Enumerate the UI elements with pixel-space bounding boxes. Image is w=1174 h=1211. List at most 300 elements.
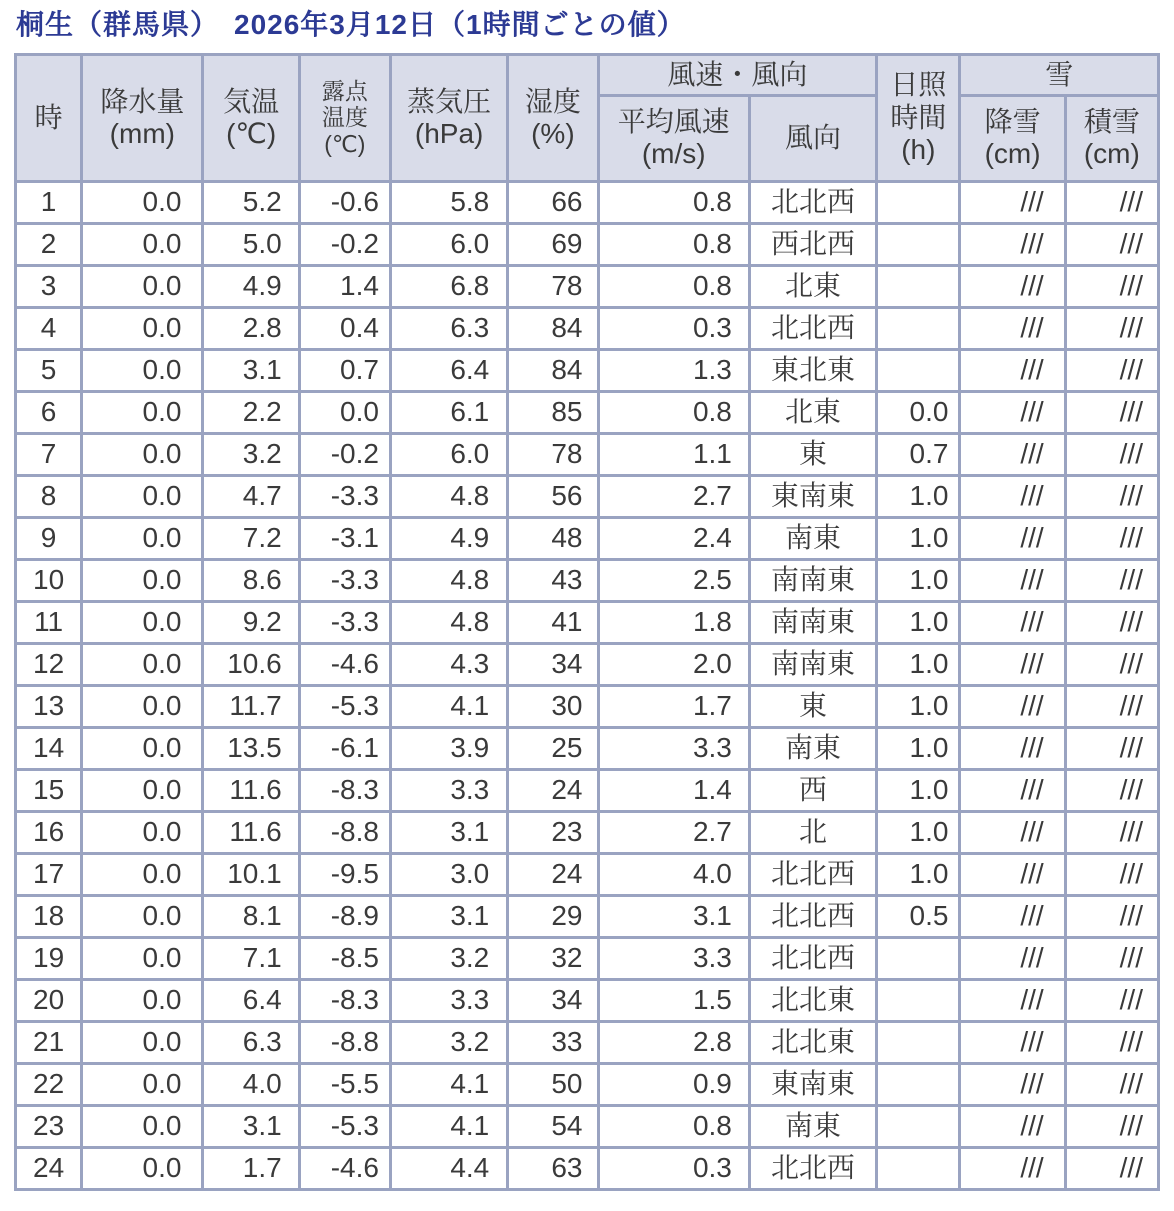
vapor-pressure-cell: 6.3 (390, 307, 507, 349)
snow-depth-cell: /// (1065, 643, 1158, 685)
wind-speed-cell: 1.7 (598, 685, 749, 727)
humidity-cell: 69 (508, 223, 598, 265)
humidity-cell: 54 (508, 1105, 598, 1147)
snow-depth-cell: /// (1065, 475, 1158, 517)
dew-point-cell: -3.3 (299, 475, 390, 517)
precipitation-cell: 0.0 (82, 1147, 203, 1189)
snow-depth-cell: /// (1065, 265, 1158, 307)
table-row (16, 475, 1159, 517)
col-header-sunshine: 日照 時間 (h) (877, 54, 960, 181)
vapor-pressure-cell: 6.4 (390, 349, 507, 391)
wind-speed-cell: 2.5 (598, 559, 749, 601)
snowfall-cell: /// (960, 979, 1065, 1021)
wind-direction-cell: 西北西 (749, 223, 876, 265)
snowfall-cell: /// (960, 475, 1065, 517)
col-header-wind-direction: 風向 (749, 95, 876, 181)
wind-speed-cell: 0.8 (598, 181, 749, 223)
dew-point-cell: 0.4 (299, 307, 390, 349)
col-header-wind-speed: 平均風速 (m/s) (598, 95, 749, 181)
wind-speed-cell: 1.5 (598, 979, 749, 1021)
sunshine-cell: 1.0 (877, 517, 960, 559)
col-header-snow-depth: 積雪 (cm) (1065, 95, 1158, 181)
precipitation-cell: 0.0 (82, 811, 203, 853)
snow-depth-cell: /// (1065, 685, 1158, 727)
temperature-cell: 3.1 (203, 1105, 299, 1147)
precipitation-cell: 0.0 (82, 181, 203, 223)
sunshine-cell: 0.5 (877, 895, 960, 937)
wind-direction-cell: 北北西 (749, 181, 876, 223)
snowfall-cell: /// (960, 433, 1065, 475)
humidity-cell: 34 (508, 979, 598, 1021)
snowfall-cell: /// (960, 349, 1065, 391)
precipitation-cell: 0.0 (82, 895, 203, 937)
snow-depth-cell: /// (1065, 769, 1158, 811)
snowfall-cell: /// (960, 643, 1065, 685)
wind-direction-cell: 北北東 (749, 1021, 876, 1063)
dew-point-cell: -8.9 (299, 895, 390, 937)
snowfall-cell: /// (960, 1063, 1065, 1105)
wind-speed-cell: 2.7 (598, 475, 749, 517)
dew-point-cell: -6.1 (299, 727, 390, 769)
table-row (16, 391, 1159, 433)
hour-cell: 20 (16, 979, 82, 1021)
sunshine-cell: 1.0 (877, 601, 960, 643)
temperature-cell: 11.6 (203, 811, 299, 853)
sunshine-cell (877, 307, 960, 349)
sunshine-cell: 1.0 (877, 769, 960, 811)
temperature-cell: 3.2 (203, 433, 299, 475)
temperature-cell: 10.1 (203, 853, 299, 895)
sunshine-cell (877, 1021, 960, 1063)
wind-direction-cell: 南東 (749, 517, 876, 559)
wind-speed-cell: 3.1 (598, 895, 749, 937)
snow-depth-cell: /// (1065, 1105, 1158, 1147)
humidity-cell: 78 (508, 433, 598, 475)
precipitation-cell: 0.0 (82, 307, 203, 349)
col-header-hour: 時 (16, 54, 82, 181)
humidity-cell: 50 (508, 1063, 598, 1105)
snowfall-cell: /// (960, 1105, 1065, 1147)
hour-cell: 15 (16, 769, 82, 811)
temperature-cell: 2.8 (203, 307, 299, 349)
sunshine-cell: 1.0 (877, 685, 960, 727)
temperature-cell: 4.9 (203, 265, 299, 307)
dew-point-cell: -3.1 (299, 517, 390, 559)
table-body (16, 181, 1159, 1189)
temperature-cell: 4.0 (203, 1063, 299, 1105)
hour-cell: 4 (16, 307, 82, 349)
snow-depth-cell: /// (1065, 727, 1158, 769)
wind-speed-cell: 2.8 (598, 1021, 749, 1063)
page-title: 桐生（群馬県） 2026年3月12日（1時間ごとの値） (16, 9, 686, 40)
table-row (16, 853, 1159, 895)
humidity-cell: 25 (508, 727, 598, 769)
humidity-cell: 32 (508, 937, 598, 979)
snowfall-cell: /// (960, 223, 1065, 265)
hour-cell: 5 (16, 349, 82, 391)
snow-depth-cell: /// (1065, 223, 1158, 265)
sunshine-cell: 1.0 (877, 559, 960, 601)
wind-direction-cell: 西 (749, 769, 876, 811)
hour-cell: 21 (16, 1021, 82, 1063)
precipitation-cell: 0.0 (82, 349, 203, 391)
precipitation-cell: 0.0 (82, 1105, 203, 1147)
snowfall-cell: /// (960, 853, 1065, 895)
wind-speed-cell: 0.8 (598, 1105, 749, 1147)
wind-direction-cell: 北北西 (749, 937, 876, 979)
precipitation-cell: 0.0 (82, 265, 203, 307)
snow-depth-cell: /// (1065, 811, 1158, 853)
table-row (16, 265, 1159, 307)
wind-direction-cell: 北東 (749, 265, 876, 307)
snow-depth-cell: /// (1065, 433, 1158, 475)
humidity-cell: 23 (508, 811, 598, 853)
table-row (16, 433, 1159, 475)
hourly-weather-table (14, 53, 1160, 1191)
table-row (16, 601, 1159, 643)
wind-direction-cell: 北北西 (749, 853, 876, 895)
sunshine-cell (877, 223, 960, 265)
precipitation-cell: 0.0 (82, 433, 203, 475)
wind-speed-cell: 2.0 (598, 643, 749, 685)
precipitation-cell: 0.0 (82, 391, 203, 433)
hour-cell: 16 (16, 811, 82, 853)
precipitation-cell: 0.0 (82, 1063, 203, 1105)
vapor-pressure-cell: 5.8 (390, 181, 507, 223)
wind-direction-cell: 北 (749, 811, 876, 853)
wind-speed-cell: 0.9 (598, 1063, 749, 1105)
snowfall-cell: /// (960, 769, 1065, 811)
dew-point-cell: -8.5 (299, 937, 390, 979)
vapor-pressure-cell: 3.1 (390, 895, 507, 937)
dew-point-cell: -8.8 (299, 1021, 390, 1063)
vapor-pressure-cell: 3.3 (390, 979, 507, 1021)
wind-direction-cell: 東 (749, 433, 876, 475)
temperature-cell: 11.7 (203, 685, 299, 727)
sunshine-cell: 1.0 (877, 643, 960, 685)
humidity-cell: 41 (508, 601, 598, 643)
dew-point-cell: -0.2 (299, 433, 390, 475)
snow-depth-cell: /// (1065, 895, 1158, 937)
precipitation-cell: 0.0 (82, 727, 203, 769)
hour-cell: 12 (16, 643, 82, 685)
hour-cell: 2 (16, 223, 82, 265)
col-header-dew-point: 露点 温度 (℃) (299, 54, 390, 181)
precipitation-cell: 0.0 (82, 979, 203, 1021)
wind-direction-cell: 南南東 (749, 601, 876, 643)
sunshine-cell: 0.7 (877, 433, 960, 475)
col-header-snowfall: 降雪 (cm) (960, 95, 1065, 181)
humidity-cell: 63 (508, 1147, 598, 1189)
precipitation-cell: 0.0 (82, 853, 203, 895)
sunshine-cell (877, 937, 960, 979)
snowfall-cell: /// (960, 517, 1065, 559)
snow-depth-cell: /// (1065, 517, 1158, 559)
temperature-cell: 10.6 (203, 643, 299, 685)
temperature-cell: 4.7 (203, 475, 299, 517)
precipitation-cell: 0.0 (82, 559, 203, 601)
table-header (16, 54, 1159, 181)
vapor-pressure-cell: 4.8 (390, 559, 507, 601)
snow-depth-cell: /// (1065, 1063, 1158, 1105)
snow-depth-cell: /// (1065, 1147, 1158, 1189)
sunshine-cell (877, 265, 960, 307)
temperature-cell: 1.7 (203, 1147, 299, 1189)
vapor-pressure-cell: 4.1 (390, 1063, 507, 1105)
temperature-cell: 9.2 (203, 601, 299, 643)
wind-speed-cell: 1.3 (598, 349, 749, 391)
humidity-cell: 78 (508, 265, 598, 307)
snowfall-cell: /// (960, 391, 1065, 433)
vapor-pressure-cell: 3.2 (390, 937, 507, 979)
precipitation-cell: 0.0 (82, 685, 203, 727)
temperature-cell: 8.1 (203, 895, 299, 937)
wind-direction-cell: 北北西 (749, 1147, 876, 1189)
wind-speed-cell: 0.8 (598, 223, 749, 265)
sunshine-cell: 1.0 (877, 811, 960, 853)
wind-speed-cell: 0.8 (598, 391, 749, 433)
sunshine-cell: 1.0 (877, 727, 960, 769)
sunshine-cell (877, 1147, 960, 1189)
sunshine-cell (877, 181, 960, 223)
snowfall-cell: /// (960, 685, 1065, 727)
wind-direction-cell: 北北西 (749, 895, 876, 937)
hour-cell: 11 (16, 601, 82, 643)
snow-depth-cell: /// (1065, 349, 1158, 391)
snowfall-cell: /// (960, 307, 1065, 349)
table-row (16, 1105, 1159, 1147)
table-row (16, 1063, 1159, 1105)
precipitation-cell: 0.0 (82, 517, 203, 559)
hour-cell: 23 (16, 1105, 82, 1147)
wind-speed-cell: 1.8 (598, 601, 749, 643)
hour-cell: 18 (16, 895, 82, 937)
sunshine-cell (877, 1063, 960, 1105)
temperature-cell: 6.3 (203, 1021, 299, 1063)
wind-direction-cell: 北北西 (749, 307, 876, 349)
hour-cell: 10 (16, 559, 82, 601)
temperature-cell: 13.5 (203, 727, 299, 769)
wind-speed-cell: 2.4 (598, 517, 749, 559)
humidity-cell: 24 (508, 853, 598, 895)
col-header-vapor-pressure: 蒸気圧 (hPa) (390, 54, 507, 181)
dew-point-cell: -4.6 (299, 1147, 390, 1189)
table-row (16, 223, 1159, 265)
sunshine-cell: 1.0 (877, 853, 960, 895)
hour-cell: 24 (16, 1147, 82, 1189)
table-row (16, 937, 1159, 979)
col-header-wind-group: 風速・風向 (598, 54, 877, 95)
temperature-cell: 7.1 (203, 937, 299, 979)
col-header-snow-group: 雪 (960, 54, 1159, 95)
vapor-pressure-cell: 4.9 (390, 517, 507, 559)
snow-depth-cell: /// (1065, 307, 1158, 349)
hour-cell: 8 (16, 475, 82, 517)
humidity-cell: 33 (508, 1021, 598, 1063)
wind-direction-cell: 北北東 (749, 979, 876, 1021)
wind-speed-cell: 2.7 (598, 811, 749, 853)
vapor-pressure-cell: 4.8 (390, 475, 507, 517)
dew-point-cell: 0.0 (299, 391, 390, 433)
precipitation-cell: 0.0 (82, 769, 203, 811)
hour-cell: 3 (16, 265, 82, 307)
temperature-cell: 6.4 (203, 979, 299, 1021)
table-row (16, 685, 1159, 727)
table-row (16, 1147, 1159, 1189)
snowfall-cell: /// (960, 265, 1065, 307)
sunshine-cell: 1.0 (877, 475, 960, 517)
precipitation-cell: 0.0 (82, 643, 203, 685)
table-row (16, 1021, 1159, 1063)
sunshine-cell: 0.0 (877, 391, 960, 433)
wind-speed-cell: 1.1 (598, 433, 749, 475)
temperature-cell: 8.6 (203, 559, 299, 601)
wind-direction-cell: 南南東 (749, 643, 876, 685)
precipitation-cell: 0.0 (82, 601, 203, 643)
hour-cell: 19 (16, 937, 82, 979)
table-row (16, 811, 1159, 853)
snow-depth-cell: /// (1065, 601, 1158, 643)
table-row (16, 979, 1159, 1021)
dew-point-cell: 0.7 (299, 349, 390, 391)
wind-direction-cell: 東北東 (749, 349, 876, 391)
humidity-cell: 84 (508, 349, 598, 391)
snow-depth-cell: /// (1065, 937, 1158, 979)
wind-speed-cell: 3.3 (598, 937, 749, 979)
humidity-cell: 29 (508, 895, 598, 937)
dew-point-cell: -5.3 (299, 685, 390, 727)
wind-direction-cell: 東南東 (749, 475, 876, 517)
precipitation-cell: 0.0 (82, 1021, 203, 1063)
snow-depth-cell: /// (1065, 1021, 1158, 1063)
hour-cell: 14 (16, 727, 82, 769)
sunshine-cell (877, 979, 960, 1021)
snowfall-cell: /// (960, 601, 1065, 643)
vapor-pressure-cell: 4.8 (390, 601, 507, 643)
snowfall-cell: /// (960, 727, 1065, 769)
vapor-pressure-cell: 3.0 (390, 853, 507, 895)
hour-cell: 13 (16, 685, 82, 727)
snowfall-cell: /// (960, 895, 1065, 937)
snow-depth-cell: /// (1065, 391, 1158, 433)
snowfall-cell: /// (960, 1021, 1065, 1063)
precipitation-cell: 0.0 (82, 475, 203, 517)
table-row (16, 181, 1159, 223)
snowfall-cell: /// (960, 1147, 1065, 1189)
vapor-pressure-cell: 4.3 (390, 643, 507, 685)
dew-point-cell: -3.3 (299, 559, 390, 601)
humidity-cell: 85 (508, 391, 598, 433)
dew-point-cell: -8.3 (299, 769, 390, 811)
table-row (16, 517, 1159, 559)
wind-speed-cell: 1.4 (598, 769, 749, 811)
table-row (16, 643, 1159, 685)
humidity-cell: 24 (508, 769, 598, 811)
wind-direction-cell: 南東 (749, 1105, 876, 1147)
wind-direction-cell: 南東 (749, 727, 876, 769)
dew-point-cell: -9.5 (299, 853, 390, 895)
wind-direction-cell: 南南東 (749, 559, 876, 601)
col-header-temperature: 気温 (℃) (203, 54, 299, 181)
wind-direction-cell: 東 (749, 685, 876, 727)
header-row-top (16, 54, 1159, 95)
humidity-cell: 56 (508, 475, 598, 517)
dew-point-cell: -4.6 (299, 643, 390, 685)
snow-depth-cell: /// (1065, 559, 1158, 601)
wind-speed-cell: 0.3 (598, 1147, 749, 1189)
precipitation-cell: 0.0 (82, 223, 203, 265)
vapor-pressure-cell: 4.1 (390, 1105, 507, 1147)
wind-direction-cell: 北東 (749, 391, 876, 433)
humidity-cell: 43 (508, 559, 598, 601)
sunshine-cell (877, 1105, 960, 1147)
table-row (16, 349, 1159, 391)
vapor-pressure-cell: 4.1 (390, 685, 507, 727)
temperature-cell: 11.6 (203, 769, 299, 811)
vapor-pressure-cell: 6.8 (390, 265, 507, 307)
hour-cell: 6 (16, 391, 82, 433)
vapor-pressure-cell: 3.1 (390, 811, 507, 853)
vapor-pressure-cell: 4.4 (390, 1147, 507, 1189)
dew-point-cell: -3.3 (299, 601, 390, 643)
humidity-cell: 34 (508, 643, 598, 685)
temperature-cell: 3.1 (203, 349, 299, 391)
dew-point-cell: -0.6 (299, 181, 390, 223)
table-row (16, 307, 1159, 349)
wind-speed-cell: 0.8 (598, 265, 749, 307)
table-row (16, 727, 1159, 769)
dew-point-cell: -5.5 (299, 1063, 390, 1105)
vapor-pressure-cell: 3.9 (390, 727, 507, 769)
dew-point-cell: -0.2 (299, 223, 390, 265)
humidity-cell: 84 (508, 307, 598, 349)
hour-cell: 22 (16, 1063, 82, 1105)
hour-cell: 1 (16, 181, 82, 223)
snowfall-cell: /// (960, 937, 1065, 979)
humidity-cell: 48 (508, 517, 598, 559)
dew-point-cell: -8.3 (299, 979, 390, 1021)
humidity-cell: 30 (508, 685, 598, 727)
col-header-humidity: 湿度 (%) (508, 54, 598, 181)
vapor-pressure-cell: 6.1 (390, 391, 507, 433)
wind-direction-cell: 東南東 (749, 1063, 876, 1105)
snowfall-cell: /// (960, 811, 1065, 853)
temperature-cell: 5.0 (203, 223, 299, 265)
hour-cell: 9 (16, 517, 82, 559)
table-row (16, 559, 1159, 601)
snowfall-cell: /// (960, 559, 1065, 601)
hour-cell: 17 (16, 853, 82, 895)
wind-speed-cell: 4.0 (598, 853, 749, 895)
vapor-pressure-cell: 6.0 (390, 433, 507, 475)
col-header-precipitation: 降水量 (mm) (82, 54, 203, 181)
snow-depth-cell: /// (1065, 181, 1158, 223)
vapor-pressure-cell: 6.0 (390, 223, 507, 265)
temperature-cell: 7.2 (203, 517, 299, 559)
sunshine-cell (877, 349, 960, 391)
wind-speed-cell: 3.3 (598, 727, 749, 769)
hour-cell: 7 (16, 433, 82, 475)
dew-point-cell: -5.3 (299, 1105, 390, 1147)
precipitation-cell: 0.0 (82, 937, 203, 979)
temperature-cell: 2.2 (203, 391, 299, 433)
dew-point-cell: 1.4 (299, 265, 390, 307)
snowfall-cell: /// (960, 181, 1065, 223)
vapor-pressure-cell: 3.3 (390, 769, 507, 811)
vapor-pressure-cell: 3.2 (390, 1021, 507, 1063)
dew-point-cell: -8.8 (299, 811, 390, 853)
humidity-cell: 66 (508, 181, 598, 223)
